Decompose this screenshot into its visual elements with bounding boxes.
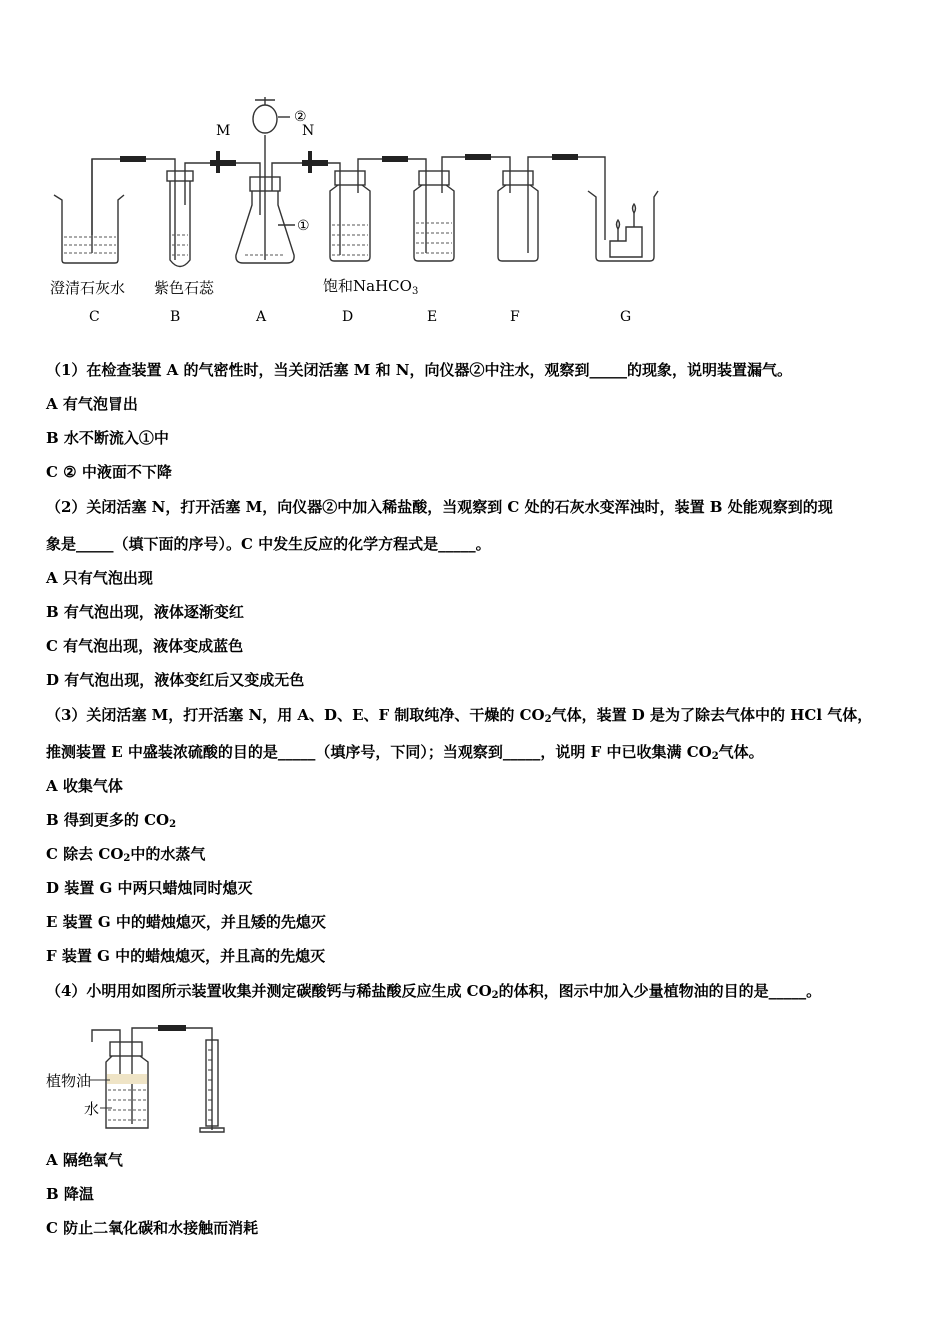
- q4-option-c: C 防止二氧化碳和水接触而消耗: [46, 1219, 259, 1237]
- part-2-label: ②: [294, 109, 307, 125]
- q4-option-b: B 降温: [46, 1185, 94, 1203]
- q2-option-d: D 有气泡出现，液体变红后又变成无色: [46, 671, 305, 689]
- q3-stem-line-2: 推测装置 E 中盛装浓硫酸的目的是_____（填序号，下同）；当观察到_____，说明 F 中已收集满 $CO_2$气体。: [46, 743, 764, 762]
- label-d: D: [342, 309, 354, 325]
- q4-stem: （4）小明用如图所示装置收集并测定碳酸钙与稀盐酸反应生成 $CO_2$的体积，图示中加入少量植物油的目的是_____。: [46, 982, 822, 1001]
- q2-stem-line-2: 象是_____（填下面的序号）。C 中发生反应的化学方程式是_____。: [46, 535, 491, 553]
- q3-option-e: E 装置 G 中的蜡烛熄灭，并且矮的先熄灭: [46, 913, 326, 931]
- q2-option-c: C 有气泡出现，液体变成蓝色: [46, 637, 244, 655]
- tube-b-reagent: 紫色石蕊: [154, 279, 215, 297]
- q4-option-a: A 隔绝氧气: [46, 1151, 123, 1169]
- label-b: B: [170, 309, 181, 325]
- label-c: C: [89, 309, 100, 325]
- gas-collection-figure: [40, 1020, 250, 1135]
- label-f: F: [510, 309, 520, 325]
- q3-option-f: F 装置 G 中的蜡烛熄灭，并且高的先熄灭: [46, 947, 326, 965]
- label-g: G: [620, 309, 632, 325]
- q3-option-a: A 收集气体: [46, 777, 123, 795]
- q2-option-a: A 只有气泡出现: [46, 569, 153, 587]
- bottle-d-reagent-a: 饱和: [323, 277, 354, 295]
- svg-text:饱和NaHCO3: [323, 277, 418, 297]
- label-a: A: [256, 309, 267, 325]
- q2-stem-line-1: （2）关闭活塞 N，打开活塞 M，向仪器②中加入稀盐酸，当观察到 C 处的石灰水变浑浊时，装置 B 处能观察到的现: [46, 498, 833, 516]
- q2-option-b: B 有气泡出现，液体逐渐变红: [46, 603, 244, 621]
- q1-stem: （1）在检查装置 A 的气密性时，当关闭活塞 M 和 N，向仪器②中注水，观察到_____的现象，说明装置漏气。: [46, 361, 793, 379]
- q1-option-c: C ② 中液面不下降: [46, 463, 172, 481]
- q1-option-a: A 有气泡冒出: [46, 395, 138, 413]
- apparatus-figure: [40, 95, 680, 327]
- beaker-c-reagent: 澄清石灰水: [50, 279, 126, 297]
- oil-label: 植物油: [46, 1072, 92, 1090]
- q3-option-b: B 得到更多的 $CO_2$: [46, 811, 177, 830]
- bottle-d-reagent-sub: 3: [411, 286, 419, 297]
- water-label: 水: [84, 1100, 100, 1118]
- valve-n-label: N: [302, 123, 315, 139]
- label-e: E: [427, 309, 438, 325]
- q3-option-d: D 装置 G 中两只蜡烛同时熄灭: [46, 879, 253, 897]
- valve-m-label: M: [216, 123, 231, 139]
- q3-option-c: C 除去 $CO_2$中的水蒸气: [46, 845, 206, 864]
- bottle-d-reagent-b: NaHCO: [353, 277, 412, 295]
- part-1-label: ①: [297, 218, 310, 234]
- q3-stem-line-1: （3）关闭活塞 M，打开活塞 N，用 A、D、E、F 制取纯净、干燥的 $CO_2$气体，装置 D 是为了除去气体中的 HCl 气体，: [46, 706, 873, 725]
- q1-option-b: B 水不断流入①中: [46, 429, 169, 447]
